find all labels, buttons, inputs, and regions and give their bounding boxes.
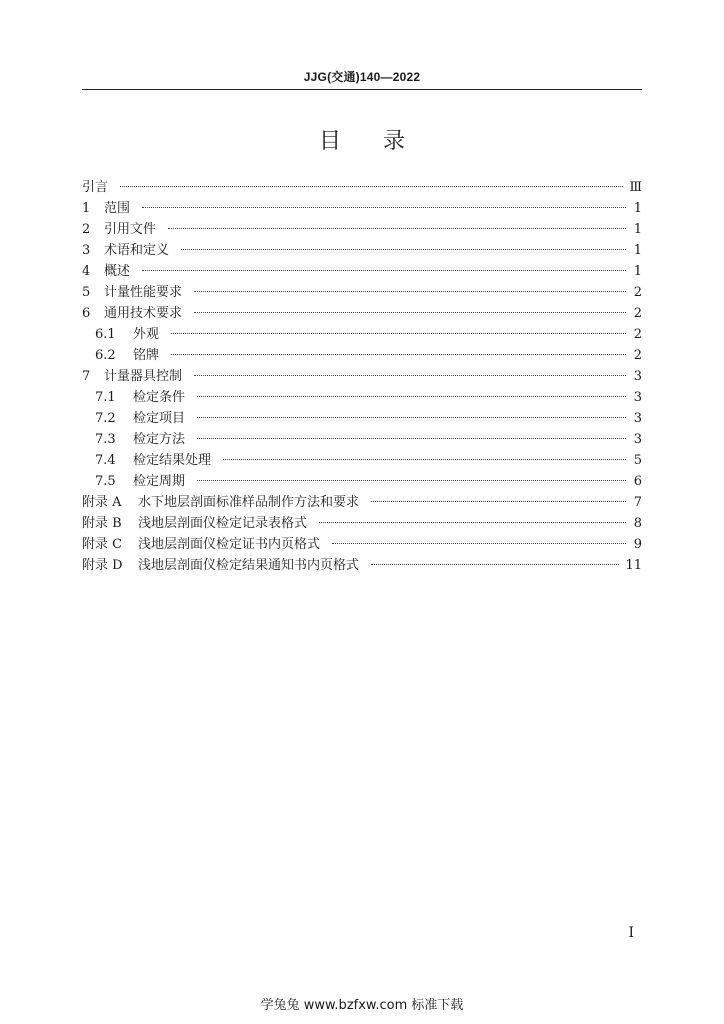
dot-leader — [142, 207, 626, 208]
toc-entry[interactable] — [82, 450, 642, 471]
toc-entry-page: 3 — [633, 432, 642, 447]
toc-entry[interactable] — [82, 366, 642, 387]
toc-entry-page: 8 — [633, 516, 642, 531]
toc-entry-number: 5 — [82, 285, 91, 300]
toc-entry-title: 检定方法 — [133, 432, 186, 447]
toc-entry-page: 3 — [633, 411, 642, 426]
toc-entry-title: 术语和定义 — [104, 243, 170, 258]
toc-entry-number: 2 — [82, 222, 91, 237]
dot-leader — [197, 480, 626, 481]
toc-entry-title: 检定项目 — [133, 411, 186, 426]
table-of-contents — [82, 177, 642, 576]
toc-entry[interactable] — [82, 303, 642, 324]
toc-entry[interactable] — [82, 513, 642, 534]
dot-leader — [194, 291, 626, 292]
dot-leader — [194, 375, 626, 376]
toc-entry-title: 概述 — [104, 264, 131, 279]
toc-entry[interactable] — [82, 324, 642, 345]
toc-entry[interactable] — [82, 282, 642, 303]
toc-entry-page: 2 — [633, 327, 642, 342]
toc-entry[interactable] — [82, 471, 642, 492]
toc-entry-number: 附录 B — [82, 516, 122, 531]
toc-entry-page: 2 — [633, 348, 642, 363]
toc-entry-number: 7 — [82, 369, 91, 384]
dot-leader — [197, 396, 626, 397]
toc-entry[interactable] — [82, 198, 642, 219]
dot-leader — [223, 459, 626, 460]
toc-entry-title: 检定结果处理 — [133, 453, 212, 468]
dot-leader — [171, 333, 626, 334]
toc-entry-title: 浅地层剖面仪检定结果通知书内页格式 — [138, 558, 360, 573]
toc-entry-page: 1 — [633, 201, 642, 216]
toc-entry[interactable] — [82, 240, 642, 261]
toc-entry-page: 11 — [625, 558, 642, 573]
toc-entry[interactable] — [82, 534, 642, 555]
toc-entry-page: 5 — [633, 453, 642, 468]
toc-entry-number: 6.2 — [95, 348, 116, 363]
toc-entry-number: 3 — [82, 243, 91, 258]
dot-leader — [371, 501, 626, 502]
toc-entry-title: 计量器具控制 — [104, 369, 183, 384]
dot-leader — [371, 564, 619, 565]
dot-leader — [120, 186, 623, 187]
toc-entry[interactable] — [82, 555, 642, 576]
dot-leader — [142, 270, 626, 271]
page-number: I — [628, 925, 634, 941]
toc-entry-title: 浅地层剖面仪检定证书内页格式 — [138, 537, 321, 552]
toc-entry-page: 2 — [633, 285, 642, 300]
toc-entry[interactable] — [82, 177, 642, 198]
toc-entry-number: 7.1 — [95, 390, 116, 405]
toc-entry-number: 1 — [82, 201, 91, 216]
toc-entry-title: 水下地层剖面标准样品制作方法和要求 — [138, 495, 360, 510]
toc-entry-title: 检定周期 — [133, 474, 186, 489]
dot-leader — [319, 522, 626, 523]
toc-entry-number: 附录 A — [82, 495, 122, 510]
toc-entry-number: 7.3 — [95, 432, 116, 447]
dot-leader — [181, 249, 626, 250]
toc-entry-title: 浅地层剖面仪检定记录表格式 — [138, 516, 308, 531]
toc-entry-number: 7.2 — [95, 411, 116, 426]
toc-entry-page: 2 — [633, 306, 642, 321]
toc-entry-number: 6.1 — [95, 327, 116, 342]
toc-entry-title: 铭牌 — [133, 348, 160, 363]
dot-leader — [197, 417, 626, 418]
toc-entry-number: 4 — [82, 264, 91, 279]
toc-title: 目录 — [318, 129, 447, 154]
toc-entry-page: 7 — [633, 495, 642, 510]
dot-leader — [332, 543, 626, 544]
watermark-text: 学兔兔 www.bzfxw.com 标准下载 — [260, 998, 464, 1013]
dot-leader — [171, 354, 626, 355]
running-header: JJG(交通)140—2022 — [303, 70, 421, 84]
toc-entry[interactable] — [82, 408, 642, 429]
toc-entry-page: 1 — [633, 222, 642, 237]
toc-entry[interactable] — [82, 429, 642, 450]
toc-entry-title: 外观 — [133, 327, 160, 342]
toc-entry-page: 1 — [633, 243, 642, 258]
toc-entry[interactable] — [82, 261, 642, 282]
dot-leader — [168, 228, 626, 229]
dot-leader — [197, 438, 626, 439]
toc-entry-page: 6 — [633, 474, 642, 489]
toc-entry-number: 7.5 — [95, 474, 116, 489]
toc-entry-title: 引用文件 — [104, 222, 157, 237]
toc-entry-title: 范围 — [104, 201, 131, 216]
toc-entry-page: 3 — [633, 369, 642, 384]
toc-entry-page: 1 — [633, 264, 642, 279]
toc-entry-page: 9 — [633, 537, 642, 552]
toc-entry-title: 通用技术要求 — [104, 306, 183, 321]
header-rule — [82, 89, 642, 90]
toc-entry-title: 检定条件 — [133, 390, 186, 405]
toc-entry[interactable] — [82, 345, 642, 366]
toc-entry-page: 3 — [633, 390, 642, 405]
toc-entry-number: 附录 D — [82, 558, 123, 573]
toc-entry-title: 引言 — [82, 180, 109, 195]
toc-entry-page: Ⅲ — [629, 180, 642, 195]
toc-entry-title: 计量性能要求 — [104, 285, 183, 300]
toc-entry[interactable] — [82, 219, 642, 240]
dot-leader — [194, 312, 626, 313]
toc-entry-number: 6 — [82, 306, 91, 321]
toc-entry-number: 7.4 — [95, 453, 116, 468]
toc-entry-number: 附录 C — [82, 537, 123, 552]
toc-entry[interactable] — [82, 387, 642, 408]
toc-entry[interactable] — [82, 492, 642, 513]
